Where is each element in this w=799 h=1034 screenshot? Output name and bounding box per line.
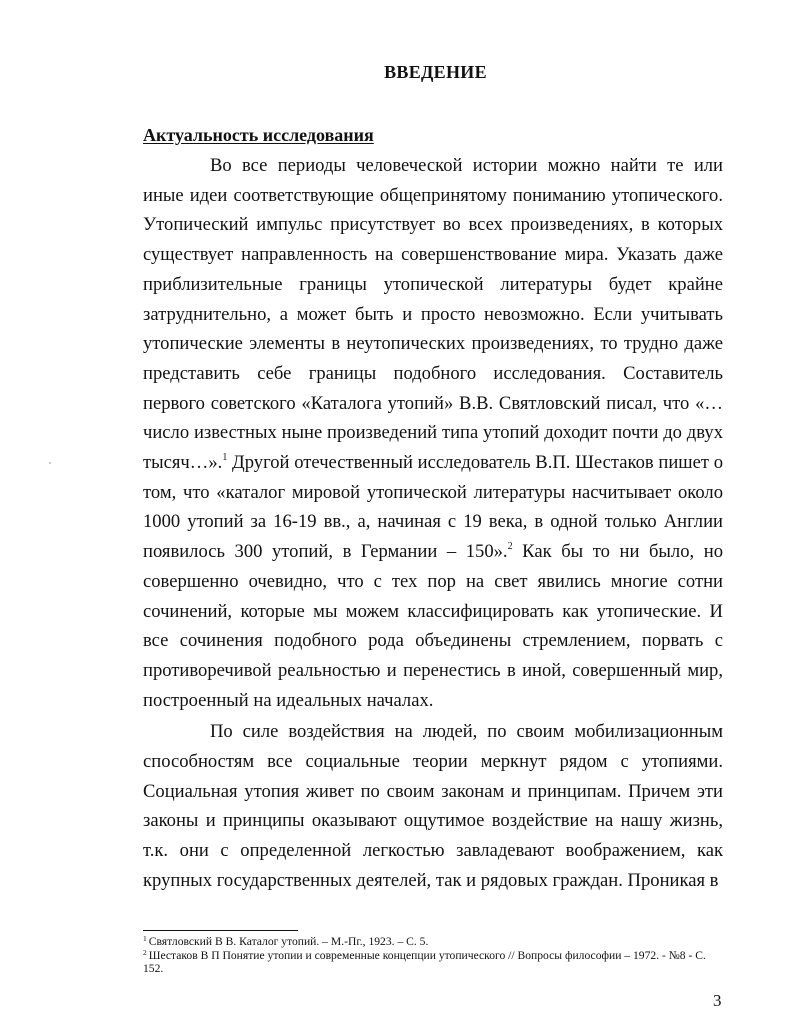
footnote-ref: 2: [507, 541, 513, 553]
page-title: ВВЕДЕНИЕ: [384, 62, 487, 82]
footnote: [143, 949, 723, 976]
footnote-mark: 2: [143, 947, 147, 957]
scan-speck: [49, 462, 51, 464]
footnotes: [143, 935, 723, 976]
footnote-mark: 1: [143, 934, 147, 943]
page-number: 3: [713, 991, 722, 1010]
section-heading: Актуальность исследования: [143, 125, 374, 145]
paragraph-text: Другой отечественный исследователь В.П. Шестаков пишет о том, что «каталог мировой утопической литературы насчитывает около 1000 утопий за 16-19 вв., а, начиная с 19 века, в одной только Англии появилось 300 утопий, в Германии – 150».: [143, 452, 723, 563]
footnote-text: Святловский В В. Каталог утопий. – М.-Пг., 1923. – С. 5.: [148, 935, 429, 948]
paragraph: По силе воздействия на людей, по своим мобилизационным способностям все социальные теории меркнут рядом с утопиями. Социальная утопия живет по своим законам и принципам. Причем эти законы и принципы оказывают ощутимое воздействие на нашу жизнь, т.к. они с определенной легкостью завладевают воображением, как крупных государственных деятелей, так и рядовых граждан. Проникая в: [143, 721, 723, 891]
footnote-ref: 1: [222, 452, 228, 464]
footnote-separator: [143, 930, 298, 931]
paragraph: [143, 151, 723, 715]
paragraph-text: Как бы то ни было, но совершенно очевидно, что с тех пор на свет явились многие сотни сочинений, которые мы можем классифицировать как утопические. И все сочинения подобного рода объединены стремлением, порвать с противоречивой реальностью и перенестись в иной, совершенный мир, построенный на идеальных началах.: [143, 541, 723, 711]
footnote-text: Шестаков В П Понятие утопии и современные концепции утопического // Вопросы философии – 1972. - №8 - С. 152.: [143, 948, 706, 975]
footnote: [143, 935, 723, 949]
body-text: [143, 151, 723, 896]
paragraph-text: Во все периоды человеческой истории можно найти те или иные идеи соответствующие общепринятому пониманию утопического. Утопический импульс присутствует во всех произведениях, в которых существует направленность на совершенствование мира. Указать даже приблизительные границы утопической литературы будет крайне затруднительно, а может быть и просто невозможно. Если учитывать утопические элементы в неутопических произведениях, то трудно даже представить себе границы подобного исследования. Составитель первого советского «Каталога утопий» В.В. Святловский писал, что «…число известных ныне произведений типа утопий доходит почти до двух тысяч…».: [143, 155, 723, 474]
